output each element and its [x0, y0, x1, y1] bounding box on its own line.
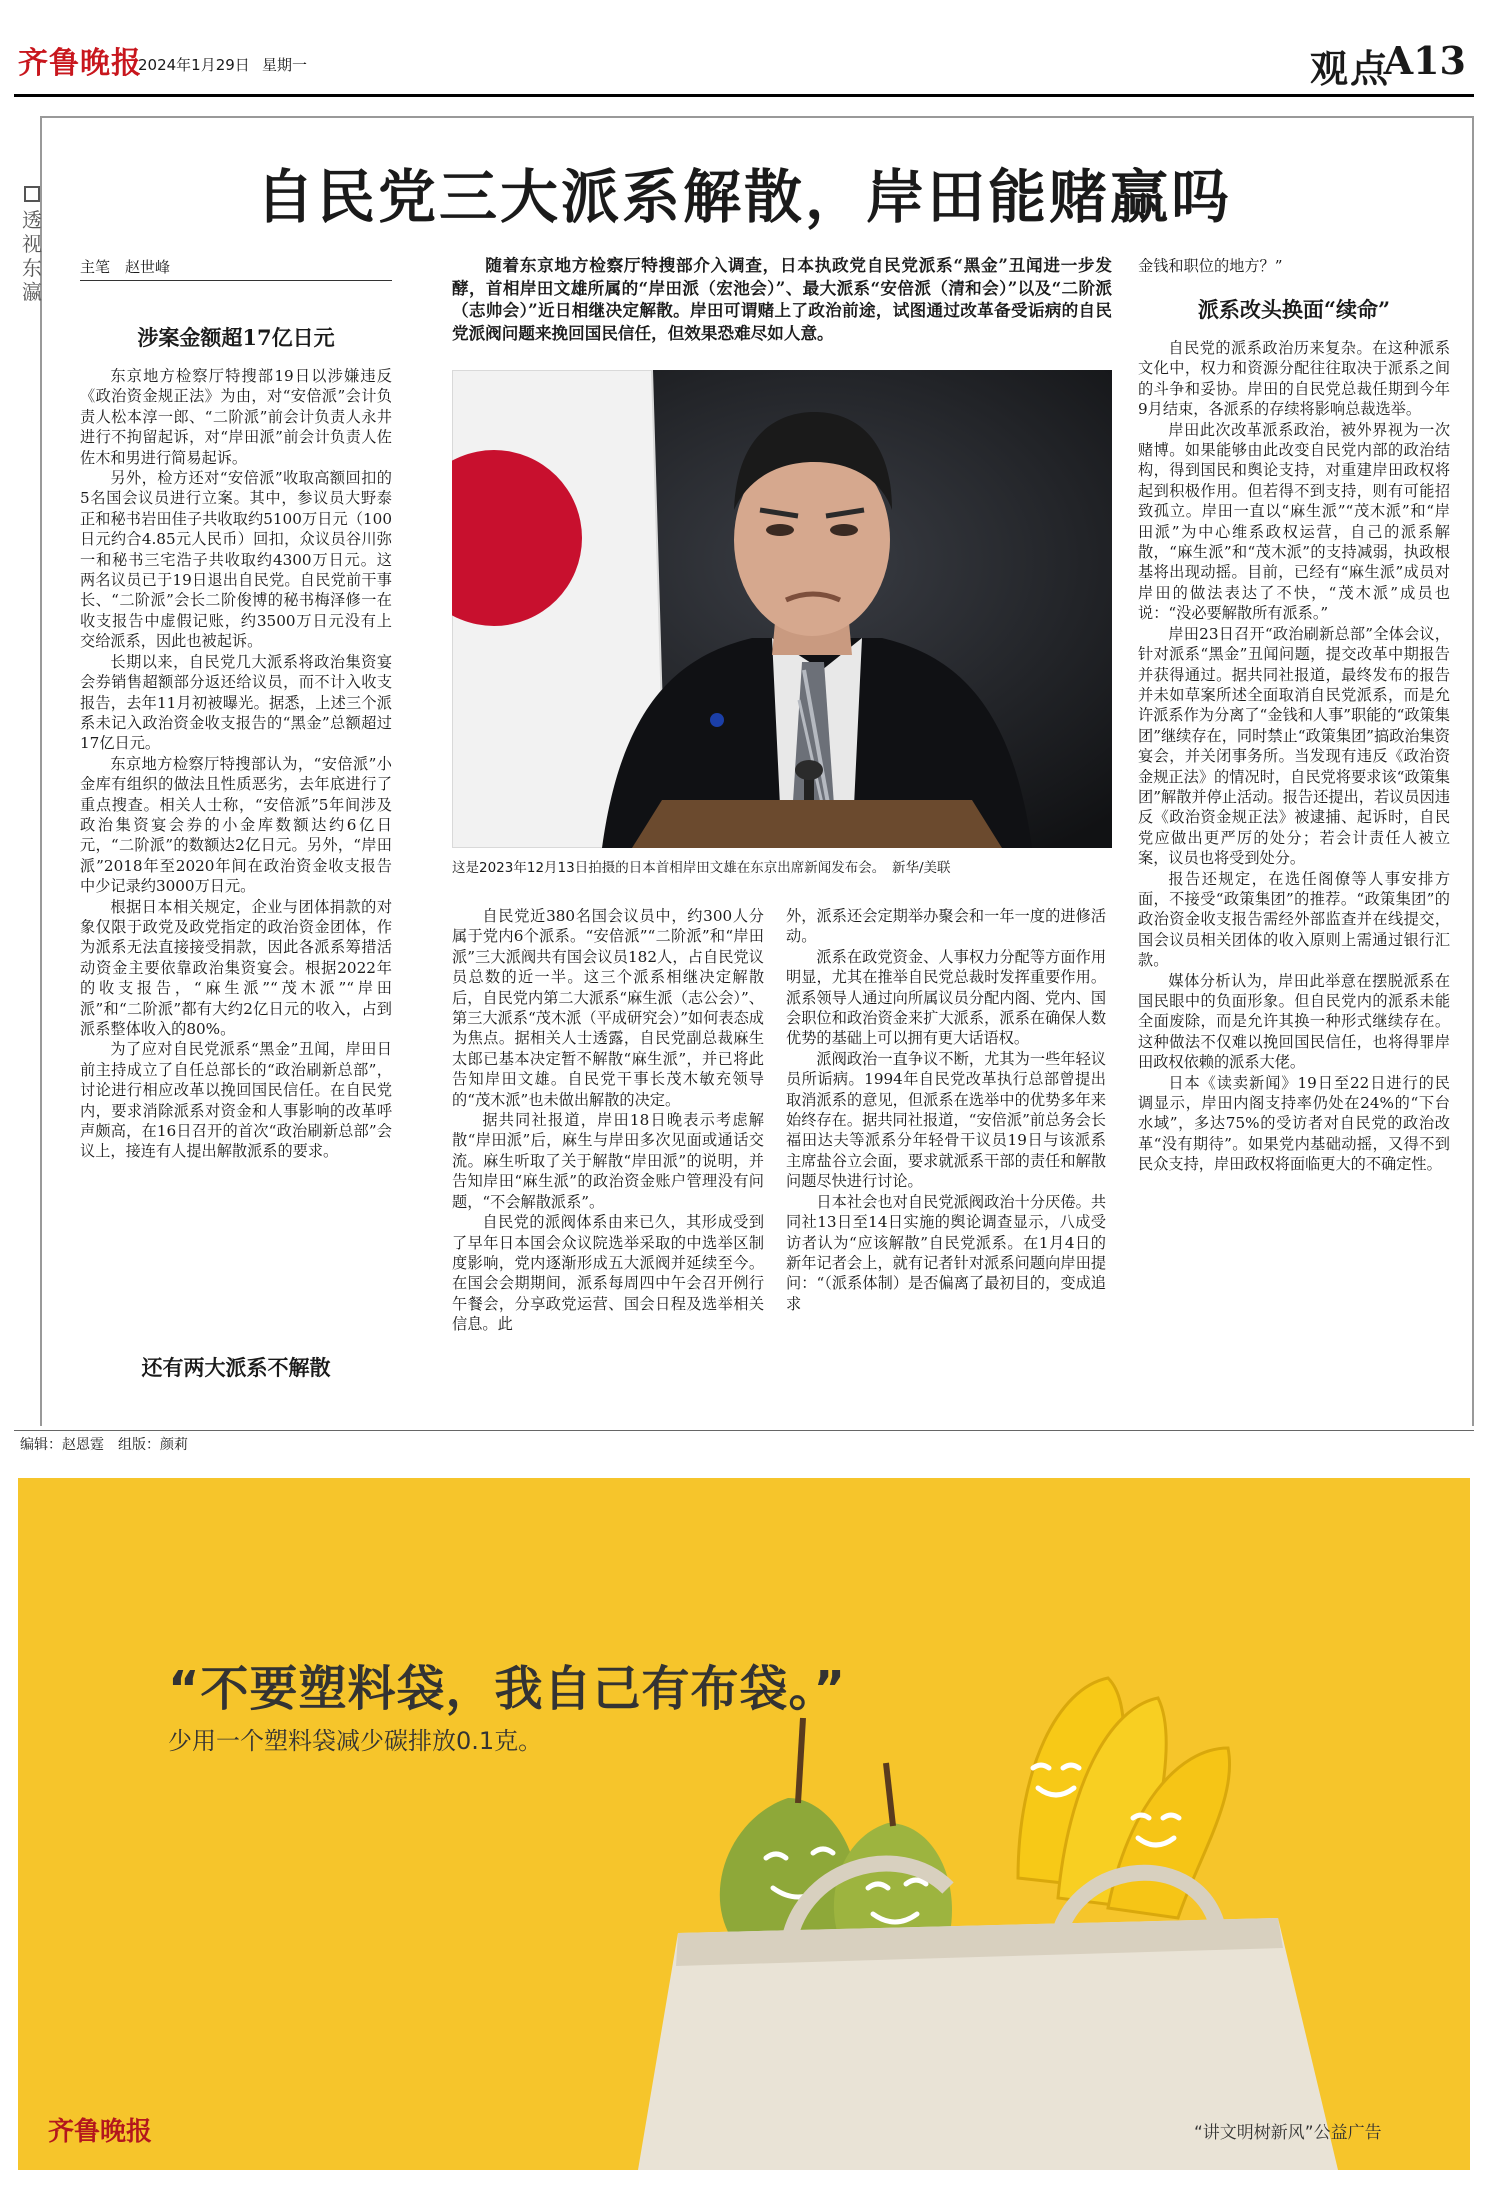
paragraph: 自民党近380名国会议员中，约300人分属于党内6个派系。“安倍派”“二阶派”和“岸田派”三大派阀共有国会议员182人，占自民党议员总数的近一半。这三个派系相继决定解散后，自民党内第二大派系“麻生派（志公会）”、第三大派系“茂木派（平成研究会）”如何表态成为焦点。据相关人士透露，自民党副总裁麻生太郎已基本决定暂不解散“麻生派”，并已将此告知岸田文雄。自民党干事长茂木敏充领导的“茂木派”也未做出解散的决定。	[452, 907, 764, 1109]
column-tag-icon	[24, 186, 40, 202]
tote-bag-illustration	[638, 1648, 1418, 2170]
paragraph: 东京地方检察厅特搜部认为，“安倍派”小金库有组织的做法且性质恶劣，去年底进行了重点搜查。相关人士称，“安倍派”5年间涉及政治集资宴会券的小金库数额达约6亿日元，“二阶派”的数额达2亿日元。另外，“岸田派”2018年至2020年间在政治资金收支报告中少记录约3000万日元。	[80, 754, 392, 896]
paragraph: 日本《读卖新闻》19日至22日进行的民调显示，岸田内阁支持率仍处在24%的“下台水域”，多达75%的受访者对自民党的政治改革“没有期待”。如果党内基础动摇，又得不到民众支持，岸田政权将面临更大的不确定性。	[1138, 1073, 1450, 1174]
article-headline: 自民党三大派系解散，岸田能赌赢吗	[255, 163, 1232, 231]
paragraph: 派阀政治一直争议不断，尤其为一些年轻议员所诟病。1994年自民党改革执行总部曾提出取消派系的意见，但派系在选举中的优势多年来始终存在。据共同社报道，“安倍派”前总务会长福田达夫等派系分年轻骨干议员19日与该派系主席盐谷立会面，要求就派系干部的责任和解散问题尽快进行讨论。	[786, 1049, 1106, 1191]
column-tag-label: 透视东瀛	[22, 208, 42, 304]
header-rule	[14, 94, 1474, 97]
news-photo	[452, 370, 1112, 848]
subheading-amount: 涉案金额超17亿日元	[137, 325, 335, 350]
article-column-3	[786, 906, 1106, 1420]
paragraph: 派系在政党资金、人事权力分配等方面作用明显，尤其在推举自民党总裁时发挥重要作用。派系领导人通过向所属议员分配内阁、党内、国会职位和政治资金来扩大派系，派系在确保人数优势的基础上可以拥有更大话语权。	[786, 947, 1106, 1048]
masthead-logo: 齐鲁晚报	[18, 46, 142, 81]
ad-subtext: 少用一个塑料袋减少碳排放0.1克。	[168, 1727, 543, 1755]
paragraph: 岸田此次改革派系政治，被外界视为一次赌博。如果能够由此改变自民党内部的政治结构，得到国民和舆论支持，对重建岸田政权将起到积极作用。但若得不到支持，则有可能招致孤立。岸田一直以“麻生派”“茂木派”和“岸田派”为中心维系政权运营，自己的派系解散，“麻生派”和“茂木派”的支持减弱，执政根基将出现动摇。目前，已经有“麻生派”成员对岸田的做法表达了不快，“茂木派”成员也说：“没必要解散所有派系。”	[1138, 420, 1450, 623]
issue-weekday: 星期一	[262, 56, 308, 74]
paragraph: 据共同社报道，岸田18日晚表示考虑解散“岸田派”后，麻生与岸田多次见面或通话交流。麻生听取了关于解散“岸田派”的说明，并告知岸田“麻生派”的政治资金账户管理没有问题，“不会解散派系”。	[452, 1111, 764, 1211]
subheading-two-factions: 还有两大派系不解散	[141, 1355, 331, 1380]
byline: 主笔 赵世峰	[80, 258, 171, 276]
article-column-4	[1138, 338, 1450, 1404]
article-lead	[452, 254, 1112, 344]
paragraph: 日本社会也对自民党派阀政治十分厌倦。共同社13日至14日实施的舆论调查显示，八成受访者认为“应该解散”自民党派系。在1月4日的新年记者会上，就有记者针对派系问题向岸田提问：“（派系体制）是否偏离了最初目的，变成追求	[786, 1192, 1106, 1313]
paragraph: 外，派系还会定期举办聚会和一年一度的进修活动。	[786, 907, 1106, 946]
subheading-rebrand: 派系改头换面“续命”	[1197, 297, 1391, 322]
paragraph: 为了应对自民党派系“黑金”丑闻，岸田日前主持成立了自任总部长的“政治刷新总部”，讨论进行相应改革以挽回国民信任。在自民党内，要求消除派系对资金和人事影响的改革呼声颇高，在16日召开的首次“政治刷新总部”会议上，接连有人提出解散派系的要求。	[80, 1040, 392, 1161]
section-name: 观点	[1309, 46, 1390, 91]
public-service-ad	[18, 1478, 1470, 2170]
photo-caption: 这是2023年12月13日拍摄的日本首相岸田文雄在东京出席新闻发布会。 新华/美联	[452, 860, 951, 876]
byline-rule	[80, 280, 392, 281]
paragraph: 长期以来，自民党几大派系将政治集资宴会券销售超额部分返还给议员，而不计入收支报告，去年11月初被曝光。据悉，上述三个派系未记入政治资金收支报告的“黑金”总额超过17亿日元。	[80, 652, 392, 753]
article-column-4-continuation	[1138, 256, 1450, 276]
issue-date: 2024年1月29日	[138, 56, 250, 74]
paragraph: 岸田23日召开“政治刷新总部”全体会议，针对派系“黑金”丑闻问题，提交改革中期报告并获得通过。据共同社报道，最终发布的报告并未如草案所述全面取消自民党派系，而是允许派系作为分离了“金钱和人事”职能的“政策集团”继续存在，同时禁止“政策集团”搞政治集资宴会，并关闭事务所。当发现有违反《政治资金规正法》的情况时，自民党将要求该“政策集团”解散并停止活动。报告还提出，若议员因违反《政治资金规正法》被逮捕、起诉时，自民党应做出更严厉的处分；若会计责任人被立案，议员也将受到处分。	[1138, 624, 1450, 868]
page-number: A13	[1383, 38, 1466, 83]
paragraph: 东京地方检察厅特搜部19日以涉嫌违反《政治资金规正法》为由，对“安倍派”会计负责人松本淳一郎、“二阶派”前会计负责人永井进行不拘留起诉，对“岸田派”前会计负责人佐佐木和男进行简易起诉。	[80, 367, 392, 467]
ad-headline: “不要塑料袋，我自己有布袋。”	[168, 1661, 847, 1717]
article-column-2	[452, 906, 764, 1420]
paragraph: 自民党的派阀体系由来已久，其形成受到了早年日本国会众议院选举采取的中选举区制度影响，党内逐渐形成五大派阀并延续至今。在国会会期期间，派系每周四中午会召开例行午餐会，分享政党运营、国会日程及选举相关信息。此	[452, 1213, 764, 1334]
paragraph: 报告还规定，在选任阁僚等人事安排方面，不接受“政策集团”的推荐。“政策集团”的政治资金收支报告需经外部监查并在线提交，国会议员相关团体的收入原则上需通过银行汇款。	[1138, 869, 1450, 970]
paragraph: 媒体分析认为，岸田此举意在摆脱派系在国民眼中的负面形象。但自民党内的派系未能全面废除，而是允许其换一种形式继续存在。这种做法不仅难以挽回国民信任，也将得罪岸田政权依赖的派系大佬。	[1138, 971, 1450, 1072]
editor-rule	[14, 1430, 1474, 1431]
editor-credit: 编辑：赵恩霆 组版：颜莉	[20, 1437, 188, 1453]
ad-masthead-logo: 齐鲁晚报	[48, 2117, 153, 2147]
ad-slogan: “讲文明树新风”公益广告	[1194, 2123, 1382, 2143]
kishida-press-photo	[452, 370, 1112, 848]
paragraph: 另外，检方还对“安倍派”收取高额回扣的5名国会议员进行立案。其中，参议员大野泰正和秘书岩田佳子共收取约5100万日元（100日元约合4.85元人民币）回扣，众议员谷川弥一和秘书三宅浩子共收取约4300万日元。这两名议员已于19日退出自民党。自民党前干事长、“二阶派”会长二阶俊博的秘书梅泽修一在收支报告中虚假记账，约3500万日元没有上交给派系，因此也被起诉。	[80, 469, 392, 651]
article-column-1	[80, 366, 392, 1330]
paragraph: 自民党的派系政治历来复杂。在这种派系文化中，权力和资源分配往往取决于派系之间的斗争和妥协。岸田的自民党总裁任期到今年9月结束，各派系的存续将影响总裁选举。	[1138, 339, 1450, 419]
paragraph: 金钱和职位的地方？”	[1138, 257, 1283, 275]
paragraph: 根据日本相关规定，企业与团体捐款的对象仅限于政党及政党指定的政治资金团体，作为派系无法直接接受捐款，因此各派系筹措活动资金主要依靠政治集资宴会。根据2022年的收支报告，“麻生派”“茂木派”“岸田派”和“二阶派”都有大约2亿日元的收入，占到派系整体收入的80%。	[80, 897, 392, 1038]
lead-paragraph: 随着东京地方检察厅特搜部介入调查，日本执政党自民党派系“黑金”丑闻进一步发酵，首相岸田文雄所属的“岸田派（宏池会）”、最大派系“安倍派（清和会）”以及“二阶派（志帅会）”近日相继决定解散。岸田可谓赌上了政治前途，试图通过改革备受诟病的自民党派阀问题来挽回国民信任，但效果恐难尽如人意。	[452, 255, 1112, 343]
